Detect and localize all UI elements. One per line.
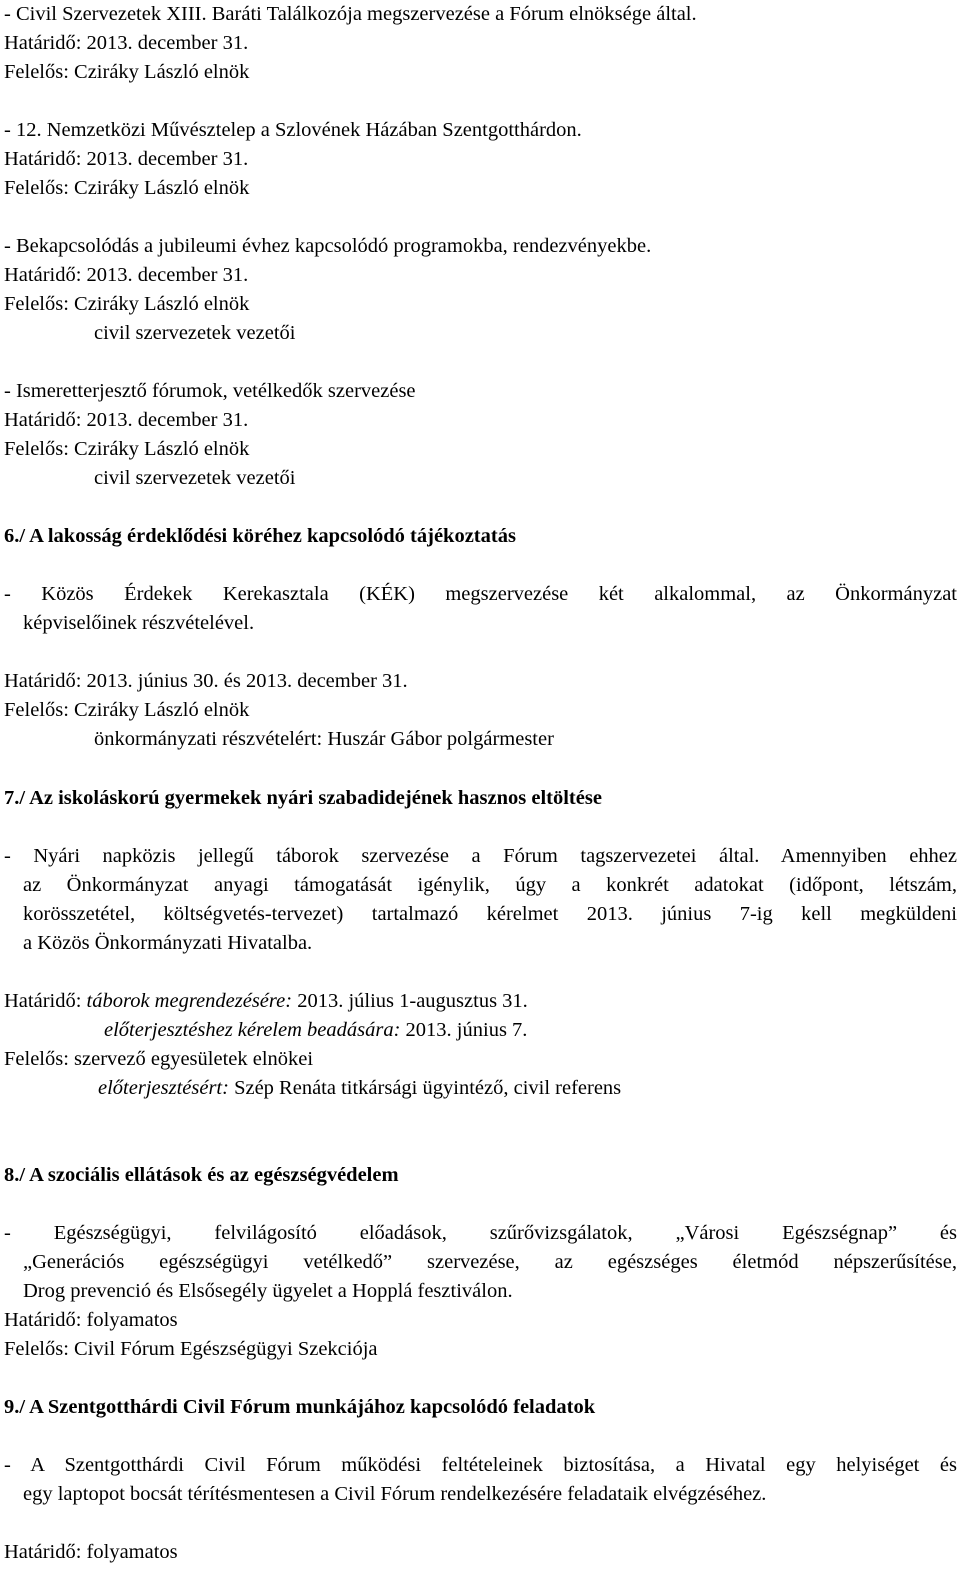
text-line: egy laptopot bocsát térítésmentesen a Civil Fórum rendelkezésére feladataik elvégzéséhez. — [23, 1483, 767, 1505]
text-line: Határidő: 2013. december 31. — [4, 264, 249, 286]
text-line: - Civil Szervezetek XIII. Baráti Találkozója megszervezése a Fórum elnöksége által. — [4, 3, 697, 25]
text-line: Határidő: 2013. december 31. — [4, 148, 249, 170]
text-suffix: 2013. július 1-augusztus 31. — [292, 990, 528, 1012]
text-line: civil szervezetek vezetői — [94, 467, 296, 489]
section-heading: 8./ A szociális ellátások és az egészségvédelem — [4, 1164, 399, 1186]
text-line: Felelős: Cziráky László elnök — [4, 438, 250, 460]
text-line: - Közös Érdekek Kerekasztala (KÉK) megszervezése két alkalommal, az Önkormányzat — [4, 583, 957, 605]
text-line: Felelős: Civil Fórum Egészségügyi Szekciója — [4, 1338, 378, 1360]
text-prefix: Határidő: — [4, 990, 87, 1012]
emphasis-text: előterjesztésért: — [98, 1077, 229, 1099]
text-line — [104, 1016, 527, 1045]
text-line: önkormányzati részvételért: Huszár Gábor polgármester — [94, 728, 554, 750]
text-line: Határidő: 2013. december 31. — [4, 409, 249, 431]
section-heading: 6./ A lakosság érdeklődési köréhez kapcsolódó tájékoztatás — [4, 525, 516, 547]
emphasis-text: táborok megrendezésére: — [86, 990, 293, 1012]
text-line: Felelős: szervező egyesületek elnökei — [4, 1048, 314, 1070]
text-line: Határidő: folyamatos — [4, 1309, 178, 1331]
text-line: Drog prevenció és Elsősegély ügyelet a Hopplá fesztiválon. — [23, 1280, 513, 1302]
emphasis-text: előterjesztéshez kérelem beadására: — [104, 1019, 401, 1041]
text-line: Felelős: Cziráky László elnök — [4, 177, 250, 199]
text-line: - 12. Nemzetközi Művésztelep a Szlovének Házában Szentgotthárdon. — [4, 119, 582, 141]
text-line: - Egészségügyi, felvilágosító előadások, szűrővizsgálatok, „Városi Egészségnap” és — [4, 1222, 957, 1244]
text-line: a Közös Önkormányzati Hivatalba. — [23, 932, 313, 954]
text-line: képviselőinek részvételével. — [23, 612, 255, 634]
text-suffix: Szép Renáta titkársági ügyintéző, civil referens — [228, 1077, 622, 1099]
text-line: Felelős: Cziráky László elnök — [4, 699, 250, 721]
text-suffix: 2013. június 7. — [400, 1019, 528, 1041]
text-line: - Ismeretterjesztő fórumok, vetélkedők szervezése — [4, 380, 416, 402]
text-line: - A Szentgotthárdi Civil Fórum működési feltételeinek biztosítása, a Hivatal egy helyiséget és — [4, 1454, 957, 1476]
text-line: Felelős: Cziráky László elnök — [4, 293, 250, 315]
text-line: Határidő: 2013. december 31. — [4, 32, 249, 54]
text-line: Felelős: Cziráky László elnök — [4, 61, 250, 83]
text-line: Határidő: folyamatos — [4, 1541, 178, 1563]
text-line: korösszetétel, költségvetés-tervezet) tartalmazó kérelmet 2013. június 7-ig kell megküldeni — [23, 903, 957, 925]
text-line: - Nyári napközis jellegű táborok szervezése a Fórum tagszervezetei által. Amennyiben ehhez — [4, 845, 957, 867]
text-line: civil szervezetek vezetői — [94, 322, 296, 344]
text-line — [4, 987, 528, 1016]
text-line — [98, 1074, 621, 1103]
text-line: az Önkormányzat anyagi támogatását igénylik, úgy a konkrét adatokat (időpont, létszám, — [23, 874, 957, 896]
text-line: „Generációs egészségügyi vetélkedő” szervezése, az egészséges életmód népszerűsítése, — [23, 1251, 957, 1273]
section-heading: 7./ Az iskoláskorú gyermekek nyári szabadidejének hasznos eltöltése — [4, 787, 602, 809]
text-line: - Bekapcsolódás a jubileumi évhez kapcsolódó programokba, rendezvényekbe. — [4, 235, 652, 257]
section-heading: 9./ A Szentgotthárdi Civil Fórum munkájához kapcsolódó feladatok — [4, 1396, 596, 1418]
text-line: Határidő: 2013. június 30. és 2013. december 31. — [4, 670, 408, 692]
